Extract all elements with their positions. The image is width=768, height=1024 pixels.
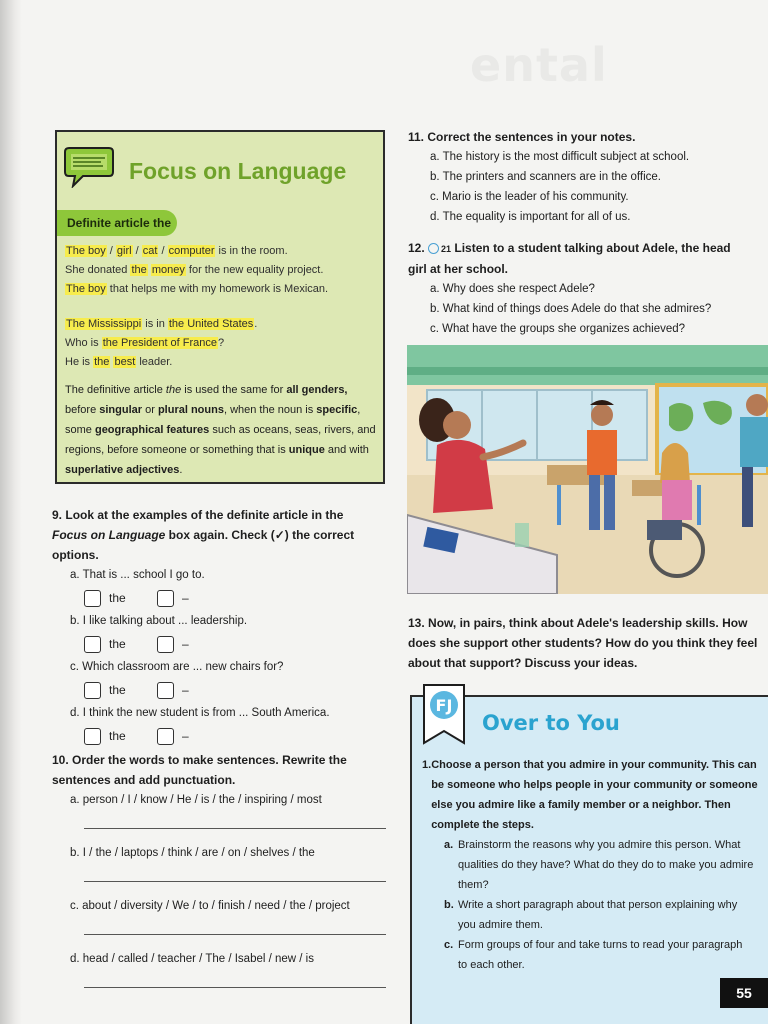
exercise-13 (408, 613, 760, 673)
checkbox-the[interactable] (84, 590, 101, 607)
exercise-10-item: d. head / called / teacher / The / Isabel / new / is (70, 953, 314, 965)
exercise-9-title: 9. Look at the examples of the definite article in the Focus on Language box again. Check (✓) the correct options. (52, 508, 355, 562)
highlighted-word: computer (168, 245, 215, 257)
text: / (106, 245, 116, 257)
text: , when the noun is (223, 404, 317, 416)
highlighted-word: cat (142, 245, 158, 257)
option-label: – (182, 683, 189, 697)
exercise-11-item: b. The printers and scanners are in the office. (430, 171, 661, 183)
bold-text: plural nouns (157, 404, 224, 416)
checkbox-none[interactable] (157, 590, 174, 607)
checkbox-the[interactable] (84, 682, 101, 699)
exercise-10-item: c. about / diversity / We / to / finish / need / the / project (70, 900, 350, 912)
over-step (444, 835, 762, 895)
focus-title: Focus on Language (129, 158, 347, 184)
exercise-12-item: c. What have the groups she organizes achieved? (430, 323, 686, 335)
example-sentence (65, 334, 257, 353)
text: . (179, 464, 183, 476)
text: , some (65, 404, 361, 436)
rule-explanation (65, 380, 377, 480)
text: and with (324, 444, 369, 456)
highlighted-word: the (131, 264, 147, 276)
exercise-12-item: a. Why does she respect Adele? (430, 283, 595, 295)
highlighted-word: the President of France (102, 337, 218, 349)
text: is used the same for (181, 384, 287, 396)
page-number: 55 (720, 978, 768, 1008)
exercise-9-options (84, 677, 372, 703)
exercise-11-item: a. The history is the most difficult subject at school. (430, 151, 690, 163)
option-label: the (109, 591, 126, 605)
exercise-9-options (84, 585, 372, 611)
exercise-11 (408, 127, 748, 227)
option-label: – (182, 729, 189, 743)
exercise-9-item: b. I like talking about ... leadership. (70, 615, 248, 627)
over-to-you-box (410, 695, 768, 1024)
step-text: Brainstorm the reasons why you admire this person. What qualities do they have? What do they do to make you admire them? (458, 839, 754, 891)
option-label: the (109, 683, 126, 697)
audio-track-icon[interactable] (428, 243, 439, 254)
over-step (444, 935, 762, 975)
highlighted-word: girl (116, 245, 132, 257)
highlighted-word: the United States (168, 318, 254, 330)
checkbox-the[interactable] (84, 636, 101, 653)
exercise-10-item: b. I / the / laptops / think / are / on / shelves / the (70, 847, 315, 859)
focus-on-language-box (55, 130, 385, 484)
text: leader. (136, 356, 173, 368)
exercise-9-item: c. Which classroom are ... new chairs for? (70, 661, 284, 673)
highlighted-word: The boy (66, 245, 106, 257)
over-to-you-content (422, 755, 762, 975)
bold-text: all genders, (286, 384, 348, 396)
text: The definitive article (65, 384, 166, 396)
bold-text: superlative adjectives (65, 464, 180, 476)
answer-line[interactable] (84, 881, 386, 882)
step-letter: c. (444, 939, 454, 951)
exercise-11-item: d. The equality is important for all of us. (430, 211, 631, 223)
exercise-10-title: 10. Order the words to make sentences. Rewrite the sentences and add punctuation. (52, 753, 347, 787)
text: or (142, 404, 158, 416)
step-text: Write a short paragraph about that person explaining why you admire them. (458, 899, 738, 931)
ribbon-badge-icon (420, 681, 468, 747)
option-label: the (109, 729, 126, 743)
bold-text: unique (288, 444, 325, 456)
checkbox-none[interactable] (157, 728, 174, 745)
text: ? (218, 337, 225, 349)
watermark-text: ental (470, 38, 608, 92)
checkbox-none[interactable] (157, 682, 174, 699)
text: . (254, 318, 258, 330)
text: / (132, 245, 142, 257)
exercise-12-item: b. What kind of things does Adele do that she admires? (430, 303, 712, 315)
bold-text: specific (316, 404, 358, 416)
exercise-9 (52, 505, 372, 749)
exercise-12-title: 12. 21 Listen to a student talking about Adele, the head girl at her school. (408, 241, 731, 276)
exercise-10-item: a. person / I / know / He / is / the / inspiring / most (70, 794, 322, 806)
bold-text: geographical features (94, 424, 210, 436)
highlighted-word: The Mississippi (66, 318, 142, 330)
text: that helps me with my homework is Mexican. (106, 283, 329, 295)
exercise-9-item: d. I think the new student is from ... South America. (70, 707, 330, 719)
classroom-illustration (407, 345, 768, 594)
exercise-10 (52, 750, 392, 1002)
exercise-12 (408, 238, 748, 339)
text: such as oceans, seas, rivers, and regions, before someone or something that is (65, 424, 376, 456)
examples-group-a (65, 242, 328, 299)
exercise-13-title: 13. Now, in pairs, think about Adele's leadership skills. How does she support other students? How do you think they feel about that support? Discuss your ideas. (408, 616, 758, 670)
answer-line[interactable] (84, 987, 386, 988)
example-sentence (65, 353, 257, 372)
bold-text: singular (99, 404, 143, 416)
text: before (65, 404, 100, 416)
example-sentence (65, 242, 328, 261)
answer-line[interactable] (84, 828, 386, 829)
text: is in (142, 318, 168, 330)
italic-text: the (165, 384, 182, 396)
over-step (444, 895, 762, 935)
highlighted-word: money (151, 264, 185, 276)
exercise-9-item: a. That is ... school I go to. (70, 569, 205, 581)
text: He is (65, 356, 94, 368)
text: for the new equality project. (185, 264, 324, 276)
exercise-9-options (84, 723, 372, 749)
highlighted-word: The boy (66, 283, 106, 295)
over-to-you-title: Over to You (482, 711, 620, 735)
exercise-11-item: c. Mario is the leader of his community. (430, 191, 629, 203)
svg-text:FJ: FJ (435, 696, 453, 715)
text: is in the room. (215, 245, 288, 257)
example-sentence (65, 315, 257, 334)
answer-line[interactable] (84, 934, 386, 935)
highlighted-word: best (114, 356, 136, 368)
text: Who is (65, 337, 102, 349)
examples-group-b (65, 315, 257, 372)
exercise-9-options (84, 631, 372, 657)
example-sentence (65, 280, 328, 299)
option-label: – (182, 637, 189, 651)
exercise-11-title: 11. Correct the sentences in your notes. (408, 130, 636, 144)
speech-bubble-icon (63, 144, 115, 188)
over-main-task: 1. Choose a person that you admire in your community. This can be someone who helps people in your community or someone else you admire like a family member or a neighbor. Then complete the steps. (422, 759, 758, 831)
text: She donated (65, 264, 131, 276)
book-spine-shadow (0, 0, 22, 1024)
example-sentence (65, 261, 328, 280)
checkbox-none[interactable] (157, 636, 174, 653)
highlighted-word: the (94, 356, 110, 368)
step-letter: a. (444, 839, 454, 851)
checkbox-the[interactable] (84, 728, 101, 745)
option-label: the (109, 637, 126, 651)
option-label: – (182, 591, 189, 605)
definite-article-label: Definite article the (57, 210, 177, 236)
text: / (158, 245, 168, 257)
step-text: Form groups of four and take turns to read your paragraph to each other. (458, 939, 743, 971)
step-letter: b. (444, 899, 454, 911)
